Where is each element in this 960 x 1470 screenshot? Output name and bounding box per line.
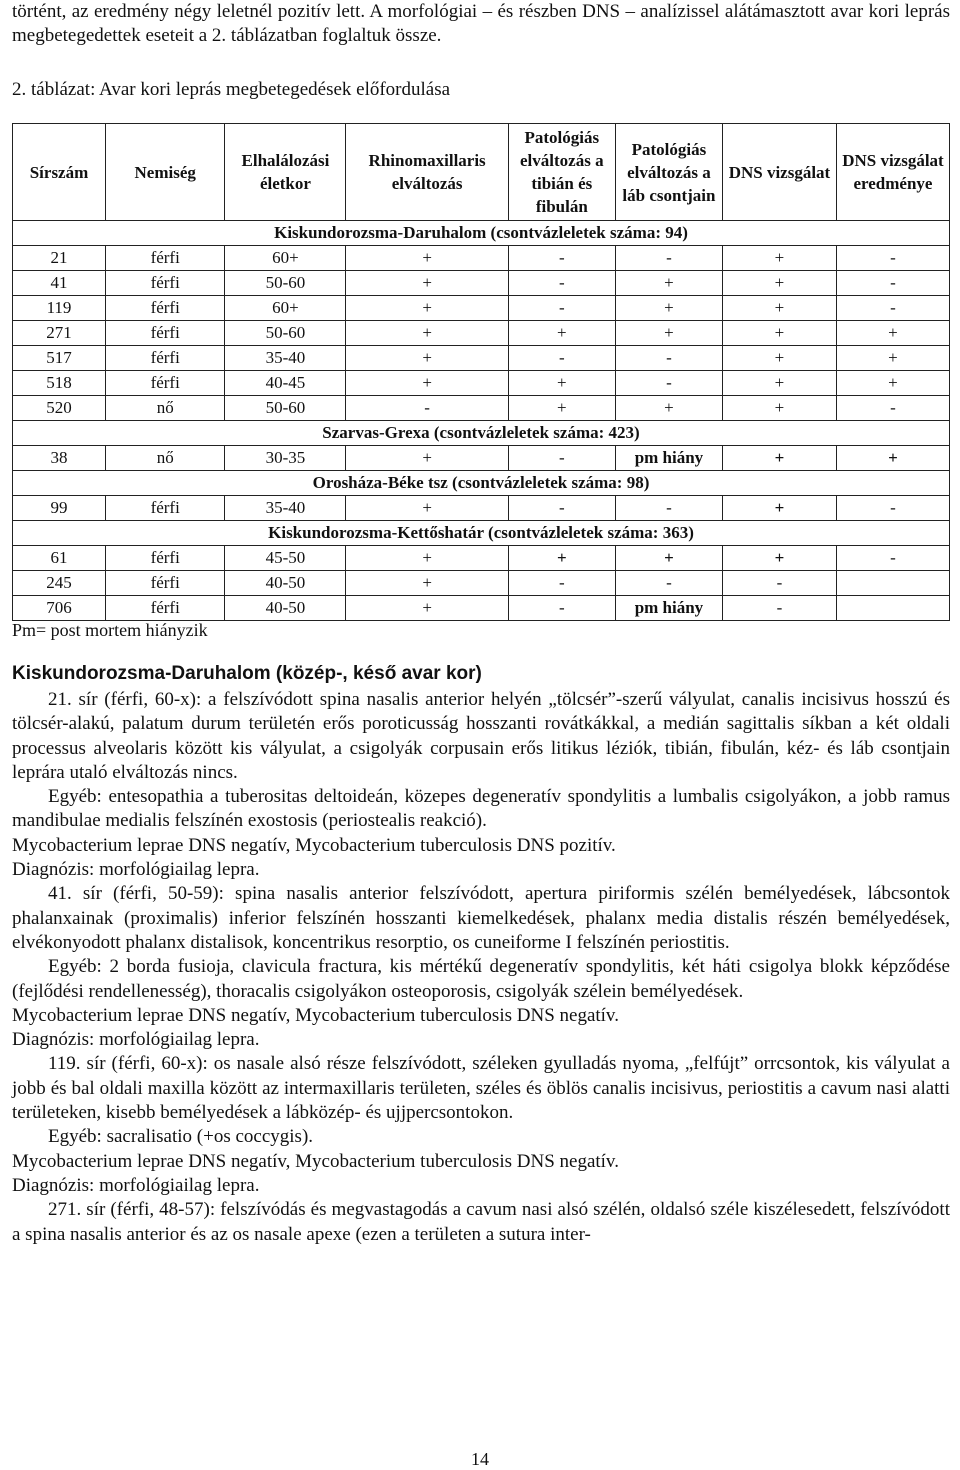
table-row <box>13 571 950 596</box>
site-name-cell: Orosháza-Béke tsz (csontvázleletek száma: 98) <box>13 471 950 496</box>
body-text <box>12 688 950 1247</box>
table-cell: férfi <box>106 571 225 596</box>
table-cell: - <box>723 571 837 596</box>
table-cell: + <box>346 346 508 371</box>
table-cell: 50-60 <box>225 396 346 421</box>
header-cell: DNS vizsgálat <box>723 124 837 221</box>
leprosy-table <box>12 123 950 621</box>
table-row <box>13 296 950 321</box>
table-cell: - <box>508 596 615 621</box>
table-cell: + <box>723 496 837 521</box>
table-cell: + <box>346 596 508 621</box>
table-cell: - <box>836 546 949 571</box>
table-cell: 245 <box>13 571 106 596</box>
table-cell: férfi <box>106 271 225 296</box>
table-cell: + <box>836 446 949 471</box>
body-paragraph: 119. sír (férfi, 60-x): os nasale alsó része felszívódott, széleken gyulladás nyoma, „felfújt” orrcsontok, kis vályulat a jobb és bal oldali maxilla között az intermaxillaris területen, széles és öblös canalis incisivus, periostitis a cavum nasi alatti területeken, kisebb bemélyedések a lábközép- és ujjpercsontokon. <box>12 1053 950 1124</box>
table-cell: - <box>508 296 615 321</box>
table-cell: 517 <box>13 346 106 371</box>
table-cell: 271 <box>13 321 106 346</box>
table-cell: + <box>836 321 949 346</box>
table-cell: - <box>615 346 722 371</box>
table-body <box>13 221 950 621</box>
site-row <box>13 471 950 496</box>
table-cell: 40-45 <box>225 371 346 396</box>
intro-paragraph: történt, az eredmény négy leletnél pozitív lett. A morfológiai – és részben DNS – analízissel alátámasztott avar kori leprás megbetegedettek eseteit a 2. táblázatban foglaltuk össze. <box>12 1 950 46</box>
body-paragraph: Diagnózis: morfológiailag lepra. <box>12 1174 260 1196</box>
table-cell: 520 <box>13 396 106 421</box>
table-cell: - <box>508 346 615 371</box>
table-cell: 40-50 <box>225 571 346 596</box>
header-cell: DNS vizsgálat eredménye <box>836 124 949 221</box>
table-cell: + <box>508 396 615 421</box>
table-cell: 60+ <box>225 246 346 271</box>
table-cell: 99 <box>13 496 106 521</box>
table-cell: - <box>508 246 615 271</box>
table-cell: + <box>508 546 615 571</box>
table-cell: + <box>836 346 949 371</box>
table-cell: + <box>723 396 837 421</box>
body-paragraph: Mycobacterium leprae DNS negatív, Mycobacterium tuberculosis DNS negatív. <box>12 1150 619 1172</box>
site-row <box>13 421 950 446</box>
body-paragraph: 41. sír (férfi, 50-59): spina nasalis anterior felszívódott, apertura piriformis szélén bemélyedések, lábcsontok phalanxainak (proximalis) inferior felszínén hosszanti kiemelkedések, phalanx media distalis részén bemélyedések, elvékonyodott phalanx distalisok, koncentrikus resorptio, os cuneiforme I felszínén periostitis. <box>12 883 950 953</box>
table-cell: + <box>723 296 837 321</box>
table-cell: - <box>615 496 722 521</box>
table-cell: férfi <box>106 246 225 271</box>
table-cell: 60+ <box>225 296 346 321</box>
body-paragraph: 21. sír (férfi, 60-x): a felszívódott spina nasalis anterior helyén „tölcsér”-szerű vályulat, canalis incisivus hosszú és tölcsér-alakú, palatum durum területén erős poroticusság hosszanti rovátkákkal, a medián sagittalis síkban a két oldali processus alveolaris között kis vályulat, a csigolyák corpusain erős litikus léziók, tibián, fibulán, kéz- és láb csontjain leprára utaló elváltozás nincs. <box>12 689 950 783</box>
table-cell: + <box>615 296 722 321</box>
body-paragraph: Mycobacterium leprae DNS negatív, Mycobacterium tuberculosis DNS negatív. <box>12 1004 619 1026</box>
table-cell: férfi <box>106 496 225 521</box>
table-cell: férfi <box>106 596 225 621</box>
table-row <box>13 546 950 571</box>
header-cell: Nemiség <box>106 124 225 221</box>
table-cell: 706 <box>13 596 106 621</box>
table-cell: + <box>508 321 615 346</box>
table-cell: 35-40 <box>225 496 346 521</box>
header-cell: Rhinomaxillaris elváltozás <box>346 124 508 221</box>
table-cell: férfi <box>106 371 225 396</box>
table-cell: 35-40 <box>225 346 346 371</box>
table-cell: pm hiány <box>615 446 722 471</box>
body-paragraph: Egyéb: 2 borda fusioja, clavicula fractura, kis mértékű degeneratív spondylitis, két háti csigolya blokk képződése (fejlődési rendellenesség), thoracalis csigolyákon osteoporosis, csigolyák szélein bemélyedések. <box>12 956 950 1002</box>
table-cell: nő <box>106 446 225 471</box>
table-cell: + <box>723 346 837 371</box>
site-name-cell: Kiskundorozsma-Kettőshatár (csontvázleletek száma: 363) <box>13 521 950 546</box>
page-number: 14 <box>471 1449 489 1469</box>
table-cell: + <box>346 246 508 271</box>
table-cell: - <box>508 571 615 596</box>
table-cell: 119 <box>13 296 106 321</box>
header-cell: Elhalálozási életkor <box>225 124 346 221</box>
table-cell: + <box>723 546 837 571</box>
table-cell: + <box>836 371 949 396</box>
table-cell: 40-50 <box>225 596 346 621</box>
table-cell: 50-60 <box>225 321 346 346</box>
table-cell: + <box>346 321 508 346</box>
table-cell: + <box>346 271 508 296</box>
table-cell: + <box>346 296 508 321</box>
table-cell: 45-50 <box>225 546 346 571</box>
table-cell: férfi <box>106 296 225 321</box>
table-row <box>13 596 950 621</box>
table-cell: 38 <box>13 446 106 471</box>
table-row <box>13 396 950 421</box>
table-cell: + <box>615 396 722 421</box>
body-paragraph: Mycobacterium leprae DNS negatív, Mycobacterium tuberculosis DNS pozitív. <box>12 834 616 856</box>
table-cell: + <box>723 321 837 346</box>
table-cell: + <box>723 446 837 471</box>
table-row <box>13 496 950 521</box>
table-cell: + <box>346 546 508 571</box>
table-cell: - <box>615 246 722 271</box>
table-cell: - <box>346 396 508 421</box>
table-header-row <box>13 124 950 221</box>
body-paragraph: Egyéb: entesopathia a tuberositas deltoideán, közepes degeneratív spondylitis a lumbalis csigolyákon, a jobb ramus mandibulae medialis felszínén exostosis (periostealis reakció). <box>12 786 950 832</box>
site-row <box>13 221 950 246</box>
table-row <box>13 446 950 471</box>
table-cell: - <box>836 496 949 521</box>
header-cell: Sírszám <box>13 124 106 221</box>
header-cell: Patológiás elváltozás a láb csontjain <box>615 124 722 221</box>
table-cell: - <box>836 271 949 296</box>
table-row <box>13 346 950 371</box>
section-title: Kiskundorozsma-Daruhalom (közép-, késő avar kor) <box>12 663 482 684</box>
table-cell: 50-60 <box>225 271 346 296</box>
table-cell: + <box>346 571 508 596</box>
body-paragraph: Diagnózis: morfológiailag lepra. <box>12 859 260 881</box>
table-cell: + <box>723 371 837 396</box>
table-cell: - <box>508 496 615 521</box>
body-paragraph: 271. sír (férfi, 48-57): felszívódás és megvastagodás a cavum nasi alsó szélén, oldalsó széle kiszélesedett, felszívódott a spina nasalis anterior és az os nasale apexe (ezen a területen a sutura inter- <box>12 1199 950 1245</box>
table-row <box>13 321 950 346</box>
table-cell: férfi <box>106 321 225 346</box>
table-footnote: Pm= post mortem hiányzik <box>12 620 208 640</box>
table-cell: - <box>508 271 615 296</box>
site-row <box>13 521 950 546</box>
table-caption: 2. táblázat: Avar kori leprás megbetegedések előfordulása <box>12 79 451 100</box>
table-cell: 61 <box>13 546 106 571</box>
header-cell: Patológiás elváltozás a tibián és fibulán <box>508 124 615 221</box>
table-cell: férfi <box>106 346 225 371</box>
table-cell: + <box>615 546 722 571</box>
table-cell: + <box>615 321 722 346</box>
table-cell: + <box>723 271 837 296</box>
table-cell: 21 <box>13 246 106 271</box>
body-paragraph: Diagnózis: morfológiailag lepra. <box>12 1029 260 1051</box>
site-name-cell: Szarvas-Grexa (csontvázleletek száma: 423) <box>13 421 950 446</box>
table-cell <box>836 596 949 621</box>
table-cell: + <box>615 271 722 296</box>
table-cell: 41 <box>13 271 106 296</box>
table-cell: + <box>346 371 508 396</box>
table-row <box>13 246 950 271</box>
table-cell: pm hiány <box>615 596 722 621</box>
table-cell: + <box>508 371 615 396</box>
table-cell: 518 <box>13 371 106 396</box>
body-paragraph: Egyéb: sacralisatio (+os coccygis). <box>48 1126 314 1148</box>
table-cell: - <box>615 571 722 596</box>
table-cell: - <box>723 596 837 621</box>
table-cell: - <box>836 246 949 271</box>
table-cell: 30-35 <box>225 446 346 471</box>
table-cell: nő <box>106 396 225 421</box>
table-cell: - <box>615 371 722 396</box>
table-row <box>13 271 950 296</box>
table-cell: + <box>346 496 508 521</box>
table-cell: - <box>508 446 615 471</box>
table-cell <box>836 571 949 596</box>
site-name-cell: Kiskundorozsma-Daruhalom (csontvázleletek száma: 94) <box>13 221 950 246</box>
table-cell: - <box>836 296 949 321</box>
table-cell: férfi <box>106 546 225 571</box>
table-cell: + <box>346 446 508 471</box>
table-cell: + <box>723 246 837 271</box>
table-cell: - <box>836 396 949 421</box>
table-row <box>13 371 950 396</box>
